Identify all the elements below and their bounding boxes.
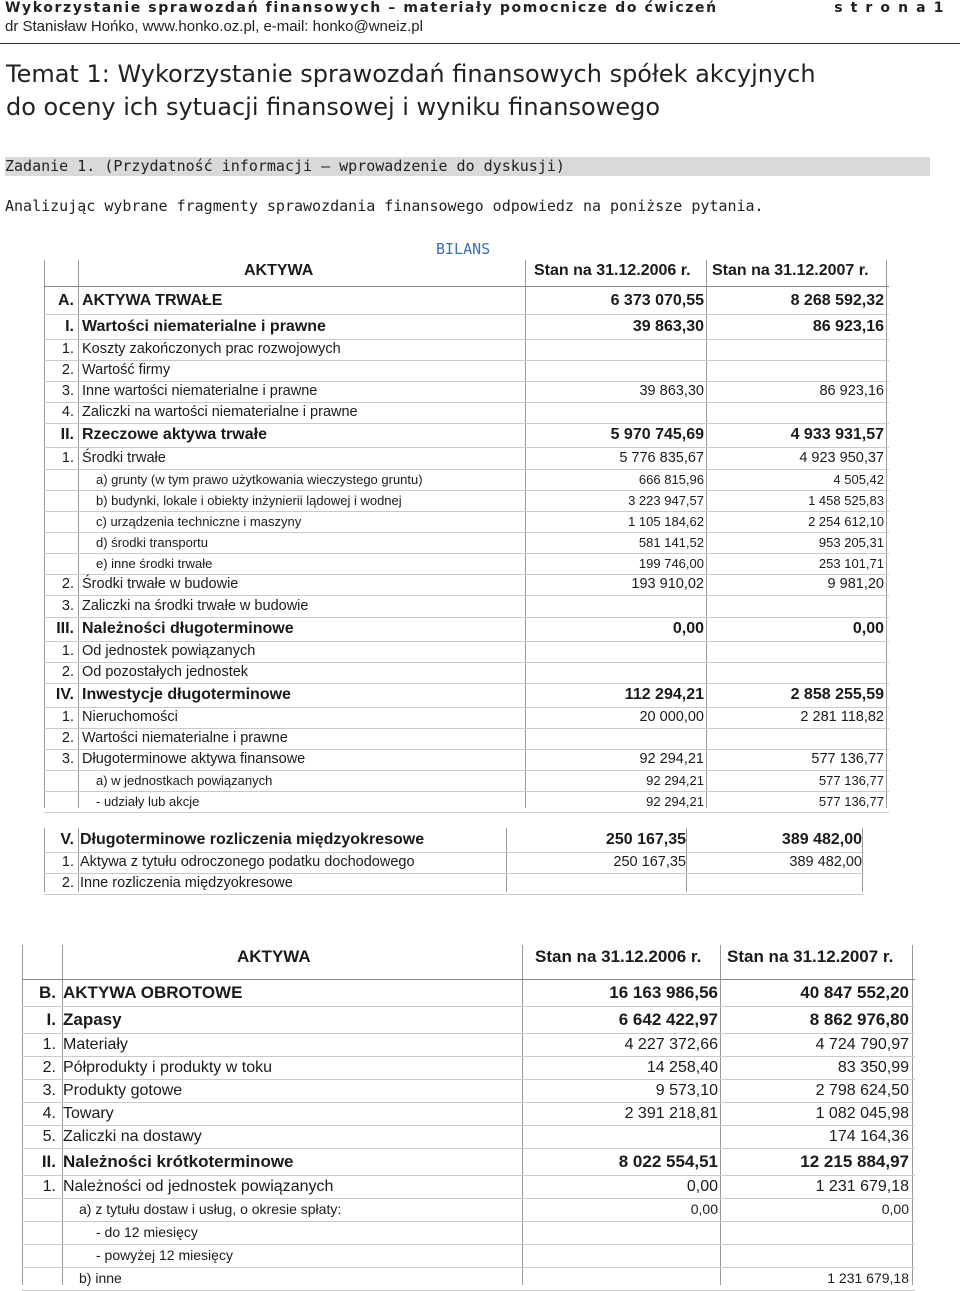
value-2006: 5 776 835,67 (619, 450, 704, 466)
task-text: Zadanie 1. (Przydatność informacji – wprowadzenie do dyskusji) (5, 157, 565, 175)
table-row (44, 423, 889, 447)
row-label: Inwestycje długoterminowe (82, 686, 291, 703)
value-2006: 0,00 (672, 620, 704, 637)
value-2007: 4 724 790,97 (815, 1036, 909, 1053)
table-row (22, 1056, 915, 1079)
table-row (22, 1267, 915, 1290)
value-2007: 8 862 976,80 (809, 1010, 909, 1029)
table-row (44, 707, 889, 728)
value-2007: 389 482,00 (789, 854, 862, 870)
value-2007: 8 268 592,32 (790, 292, 884, 309)
value-2006: 193 910,02 (631, 576, 704, 592)
value-2006: 250 167,35 (605, 831, 686, 848)
value-2007: 86 923,16 (819, 383, 884, 399)
row-label: Koszty zakończonych prac rozwojowych (82, 341, 341, 357)
row-label: b) budynki, lokale i obiekty inżynierii lądowej i wodnej (96, 493, 402, 508)
value-2006: 39 863,30 (632, 318, 704, 335)
row-label: Aktywa z tytułu odroczonego podatku dochodowego (80, 854, 415, 870)
balance-table-current-assets (22, 945, 915, 1285)
row-label: - do 12 miesięcy (96, 1224, 198, 1240)
row-number: 2. (61, 362, 74, 378)
page-number: s t r o n a 1 (834, 0, 945, 16)
row-number: 5. (42, 1128, 56, 1145)
table-row (44, 791, 889, 812)
row-number: 3. (61, 598, 74, 614)
bilans-heading: BILANS (436, 240, 491, 258)
balance-table-fixed-assets (44, 260, 889, 810)
value-2006: 0,00 (690, 1201, 718, 1217)
value-2007: 1 458 525,83 (808, 493, 884, 508)
value-2007: 577 136,77 (818, 794, 884, 809)
row-label: Półprodukty i produkty w toku (63, 1059, 272, 1076)
row-number: 1. (61, 450, 74, 466)
row-label: Inne wartości niematerialne i prawne (82, 383, 318, 399)
table-row (44, 402, 889, 423)
value-2006: 6 642 422,97 (618, 1010, 718, 1029)
value-2007: 1 082 045,98 (815, 1105, 909, 1122)
value-2006: 1 105 184,62 (628, 514, 704, 529)
row-label: Długoterminowe rozliczenia międzyokresowe (80, 831, 425, 848)
row-label: Produkty gotowe (63, 1082, 183, 1099)
value-2006: 39 863,30 (639, 383, 704, 399)
row-label: Od jednostek powiązanych (82, 643, 256, 659)
value-2006: 5 970 745,69 (610, 426, 704, 443)
value-2006: 250 167,35 (613, 854, 686, 870)
row-label: Wartości niematerialne i prawne (82, 318, 326, 335)
table-row (44, 339, 889, 360)
header-divider (0, 43, 960, 44)
row-number: 4. (42, 1105, 56, 1122)
value-2007: 953 205,31 (818, 535, 884, 550)
row-label: Należności od jednostek powiązanych (63, 1178, 334, 1195)
table-row (44, 828, 864, 852)
table-header-row (44, 260, 889, 286)
row-label: Towary (63, 1105, 114, 1122)
table-row (22, 1125, 915, 1148)
value-2006: 16 163 986,56 (609, 983, 718, 1002)
row-number: 2. (61, 576, 74, 592)
row-label: Od pozostałych jednostek (82, 664, 249, 680)
row-label: c) urządzenia techniczne i maszyny (96, 514, 302, 529)
value-2006: 3 223 947,57 (628, 493, 704, 508)
row-label: Środki trwałe w budowie (82, 576, 239, 592)
value-2007: 1 231 679,18 (815, 1178, 909, 1195)
table-row (44, 447, 889, 469)
table-row (44, 662, 889, 683)
row-label: e) inne środki trwałe (96, 556, 213, 571)
table-row (22, 979, 915, 1006)
value-2006: 4 227 372,66 (624, 1036, 718, 1053)
table-row (44, 314, 889, 339)
header-aktywa: AKTYWA (237, 947, 311, 966)
table-row (44, 360, 889, 381)
value-2006: 20 000,00 (639, 709, 704, 725)
table-row (44, 490, 889, 511)
title-line-2: do oceny ich sytuacji finansowej i wyniku finansowego (6, 93, 661, 121)
row-number: 1. (42, 1036, 56, 1053)
intro-text: Analizując wybrane fragmenty sprawozdania finansowego odpowiedz na poniższe pytania. (5, 197, 764, 215)
row-rule (44, 812, 889, 813)
header-col-2007: Stan na 31.12.2007 r. (727, 947, 894, 966)
row-label: AKTYWA TRWAŁE (82, 292, 223, 309)
value-2007: 2 281 118,82 (800, 709, 884, 725)
row-label: Zaliczki na wartości niematerialne i prawne (82, 404, 358, 420)
value-2006: 14 258,40 (646, 1059, 718, 1076)
row-rule (44, 894, 864, 895)
task-heading (5, 157, 930, 176)
row-label: Materiały (63, 1036, 128, 1053)
table-row (44, 469, 889, 490)
title-line-1: Temat 1: Wykorzystanie sprawozdań finansowych spółek akcyjnych (6, 60, 816, 88)
row-label: b) inne (79, 1270, 122, 1286)
row-number: 1. (61, 643, 74, 659)
table-row (22, 1148, 915, 1175)
row-label: - udziały lub akcje (96, 794, 200, 809)
value-2006: 92 294,21 (646, 773, 704, 788)
value-2007: 0,00 (881, 1201, 909, 1217)
value-2007: 86 923,16 (812, 318, 884, 335)
row-label: Należności długoterminowe (82, 620, 294, 637)
table-row (22, 1175, 915, 1198)
value-2007: 12 215 884,97 (800, 1152, 909, 1171)
table-row (44, 574, 889, 595)
row-label: Inne rozliczenia międzyokresowe (80, 875, 293, 891)
table-row (44, 532, 889, 553)
row-label: Długoterminowe aktywa finansowe (82, 751, 306, 767)
row-number: III. (56, 620, 74, 637)
value-2007: 83 350,99 (837, 1059, 909, 1076)
value-2006: 666 815,96 (638, 472, 704, 487)
value-2006: 9 573,10 (655, 1082, 718, 1099)
row-label: d) środki transportu (96, 535, 208, 550)
row-label: a) w jednostkach powiązanych (96, 773, 273, 788)
row-number: IV. (55, 686, 74, 703)
header-rule (44, 286, 889, 287)
row-label: Zapasy (63, 1010, 122, 1029)
value-2007: 2 858 255,59 (790, 686, 884, 703)
table-row (44, 728, 889, 749)
header-col-2006: Stan na 31.12.2006 r. (535, 947, 702, 966)
value-2007: 174 164,36 (828, 1128, 909, 1145)
value-2007: 577 136,77 (811, 751, 884, 767)
table-row (44, 595, 889, 617)
header-col-2006: Stan na 31.12.2006 r. (534, 262, 691, 279)
value-2006: 92 294,21 (646, 794, 704, 809)
page-title (6, 58, 946, 124)
value-2006: 2 391 218,81 (624, 1105, 718, 1122)
row-number: II. (60, 426, 74, 443)
value-2007: 2 254 612,10 (808, 514, 884, 529)
table-header-row (22, 945, 915, 979)
row-number: 1. (61, 854, 74, 870)
row-label: Wartość firmy (82, 362, 171, 378)
row-number: 4. (61, 404, 74, 420)
value-2006: 0,00 (686, 1178, 718, 1195)
row-label: Wartości niematerialne i prawne (82, 730, 288, 746)
row-label: Środki trwałe (82, 450, 166, 466)
table-row (44, 381, 889, 402)
header-aktywa: AKTYWA (244, 262, 314, 279)
value-2006: 6 373 070,55 (610, 292, 704, 309)
row-label: Należności krótkoterminowe (63, 1152, 294, 1171)
balance-table-prepayments (44, 828, 864, 894)
header-col-2007: Stan na 31.12.2007 r. (712, 262, 869, 279)
value-2006: 92 294,21 (639, 751, 704, 767)
table-row (44, 553, 889, 574)
value-2007: 4 923 950,37 (799, 450, 884, 466)
row-number: 3. (42, 1082, 56, 1099)
table-row (22, 1033, 915, 1056)
row-label: Nieruchomości (82, 709, 178, 725)
value-2007: 9 981,20 (827, 576, 884, 592)
row-label: Rzeczowe aktywa trwałe (82, 426, 267, 443)
row-number: 2. (61, 664, 74, 680)
value-2007: 0,00 (852, 620, 884, 637)
value-2007: 4 505,42 (833, 472, 884, 487)
row-number: 2. (61, 875, 74, 891)
table-row (22, 1079, 915, 1102)
table-row (44, 641, 889, 662)
value-2006: 8 022 554,51 (618, 1152, 718, 1171)
table-row (22, 1102, 915, 1125)
value-2007: 1 231 679,18 (827, 1270, 909, 1286)
row-number: B. (39, 983, 56, 1002)
table-row (22, 1198, 915, 1221)
header-title: Wykorzystanie sprawozdań finansowych – materiały pomocnicze do ćwiczeń (5, 0, 718, 16)
value-2007: 253 101,71 (818, 556, 884, 571)
table-row (44, 511, 889, 532)
row-number: 1. (61, 341, 74, 357)
row-label: a) z tytułu dostaw i usług, o okresie spłaty: (79, 1201, 342, 1217)
value-2007: 2 798 624,50 (815, 1082, 909, 1099)
value-2007: 40 847 552,20 (800, 983, 909, 1002)
row-number: V. (60, 831, 74, 848)
table-row (44, 770, 889, 791)
row-number: I. (46, 1010, 56, 1029)
table-row (44, 683, 889, 707)
table-row (22, 1006, 915, 1033)
row-number: 1. (61, 709, 74, 725)
row-number: A. (58, 292, 74, 309)
row-label: AKTYWA OBROTOWE (63, 983, 243, 1002)
table-row (44, 617, 889, 641)
row-number: II. (41, 1152, 56, 1171)
row-number: I. (65, 318, 74, 335)
table-row (44, 749, 889, 770)
value-2006: 199 746,00 (638, 556, 704, 571)
table-row (44, 852, 864, 873)
row-label: Zaliczki na dostawy (63, 1128, 202, 1145)
value-2006: 112 294,21 (624, 686, 704, 703)
value-2007: 577 136,77 (818, 773, 884, 788)
running-header (5, 0, 945, 20)
table-row (22, 1221, 915, 1244)
row-number: 1. (42, 1178, 56, 1195)
value-2006: 581 141,52 (638, 535, 704, 550)
table-row (44, 288, 889, 314)
header-author: dr Stanisław Hońko, www.honko.oz.pl, e-mail: honko@wneiz.pl (5, 18, 423, 35)
row-number: 2. (42, 1059, 56, 1076)
row-number: 2. (61, 730, 74, 746)
table-row (22, 1244, 915, 1267)
row-label: Zaliczki na środki trwałe w budowie (82, 598, 309, 614)
table-row (44, 873, 864, 894)
row-number: 3. (61, 383, 74, 399)
value-2007: 389 482,00 (781, 831, 862, 848)
row-label: - powyżej 12 miesięcy (96, 1247, 233, 1263)
value-2007: 4 933 931,57 (790, 426, 884, 443)
row-number: 3. (61, 751, 74, 767)
row-label: a) grunty (w tym prawo użytkowania wieczystego gruntu) (96, 472, 423, 487)
